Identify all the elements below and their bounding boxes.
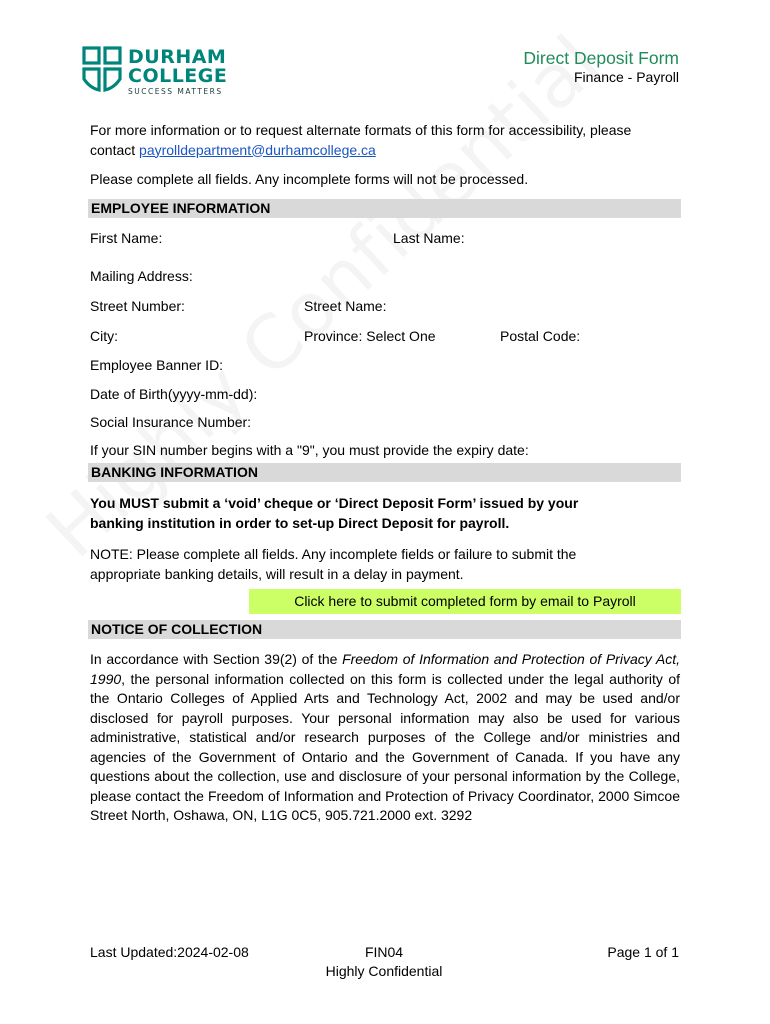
logo-line2: COLLEGE bbox=[128, 65, 228, 87]
city-label: City: bbox=[90, 328, 118, 344]
form-code: FIN04 bbox=[364, 944, 404, 960]
footer-classification: Highly Confidential bbox=[325, 963, 443, 979]
banking-note-line2: appropriate banking details, will result in a delay in payment. bbox=[90, 566, 464, 582]
intro-paragraph bbox=[90, 121, 680, 160]
banking-note-line1: NOTE: Please complete all fields. Any incomplete fields or failure to submit the bbox=[90, 546, 577, 562]
must-submit-line2: banking institution in order to set-up Direct Deposit for payroll. bbox=[90, 515, 510, 531]
submit-by-email-button[interactable] bbox=[249, 589, 681, 614]
logo-tagline: SUCCESS MATTERS bbox=[128, 87, 223, 96]
durham-college-logo bbox=[82, 46, 228, 98]
employee-section-title: EMPLOYEE INFORMATION bbox=[91, 200, 271, 216]
banner-id-label: Employee Banner ID: bbox=[90, 357, 224, 373]
payroll-email-link[interactable]: payrolldepartment@durhamcollege.ca bbox=[139, 141, 376, 158]
street-name-label: Street Name: bbox=[304, 298, 387, 314]
mailing-address-label: Mailing Address: bbox=[90, 268, 193, 284]
logo-line1: DURHAM bbox=[128, 46, 227, 68]
province-label: Province: bbox=[304, 328, 363, 344]
notice-section-header bbox=[88, 620, 681, 639]
employee-section-header bbox=[88, 199, 681, 218]
banking-section-title: BANKING INFORMATION bbox=[91, 464, 258, 480]
last-updated: Last Updated:2024-02-08 bbox=[90, 944, 249, 960]
notice-text-post: , the personal information collected on this form is collected under the legal authority of the Ontario Colleges of Applied Arts and Technology Act, 2002 and may be used and/or disclosed for payroll purposes. Your personal information may also be used for various administrative, statistical and/or research purposes of the College and/or ministries and agencies of the Government of Ontario and the Government of Canada. If you have any questions about the collection, use and disclosure of your personal information by the College, please contact the Freedom of Information and Protection of Privacy Coordinator, 2000 Simcoe Street North, Oshawa, ON, L1G 0C5, 905.721.2000 ext. 3292 bbox=[90, 670, 680, 823]
province-select[interactable]: Select One bbox=[366, 328, 436, 344]
submit-button-label: Click here to submit completed form by email to Payroll bbox=[294, 593, 636, 609]
first-name-label: First Name: bbox=[90, 230, 163, 246]
sin-expiry-note: If your SIN number begins with a "9", you must provide the expiry date: bbox=[90, 442, 529, 458]
shield-logo-icon bbox=[82, 46, 122, 96]
postal-code-label: Postal Code: bbox=[500, 328, 581, 344]
banking-section-header bbox=[88, 463, 681, 482]
notice-text-pre: In accordance with Section 39(2) of the bbox=[90, 651, 343, 667]
province-field bbox=[304, 327, 436, 346]
page-number: Page 1 of 1 bbox=[607, 944, 679, 960]
must-submit-line1: You MUST submit a ‘void’ cheque or ‘Direct Deposit Form’ issued by your bbox=[90, 495, 579, 511]
dob-label: Date of Birth(yyyy-mm-dd): bbox=[90, 386, 258, 402]
form-title: Direct Deposit Form bbox=[523, 48, 679, 68]
notice-act-name: Freedom of Information and Protection of Privacy Act, 1990 bbox=[90, 651, 680, 687]
complete-note: Please complete all fields. Any incomplete forms will not be processed. bbox=[90, 171, 529, 187]
street-number-label: Street Number: bbox=[90, 298, 185, 314]
intro-text: For more information or to request alternate formats of this form for accessibility, please contact bbox=[90, 122, 632, 158]
sin-label: Social Insurance Number: bbox=[90, 414, 252, 430]
form-subtitle: Finance - Payroll bbox=[573, 69, 679, 85]
notice-section-title: NOTICE OF COLLECTION bbox=[91, 621, 263, 637]
last-name-label: Last Name: bbox=[393, 230, 465, 246]
notice-paragraph bbox=[90, 650, 680, 826]
